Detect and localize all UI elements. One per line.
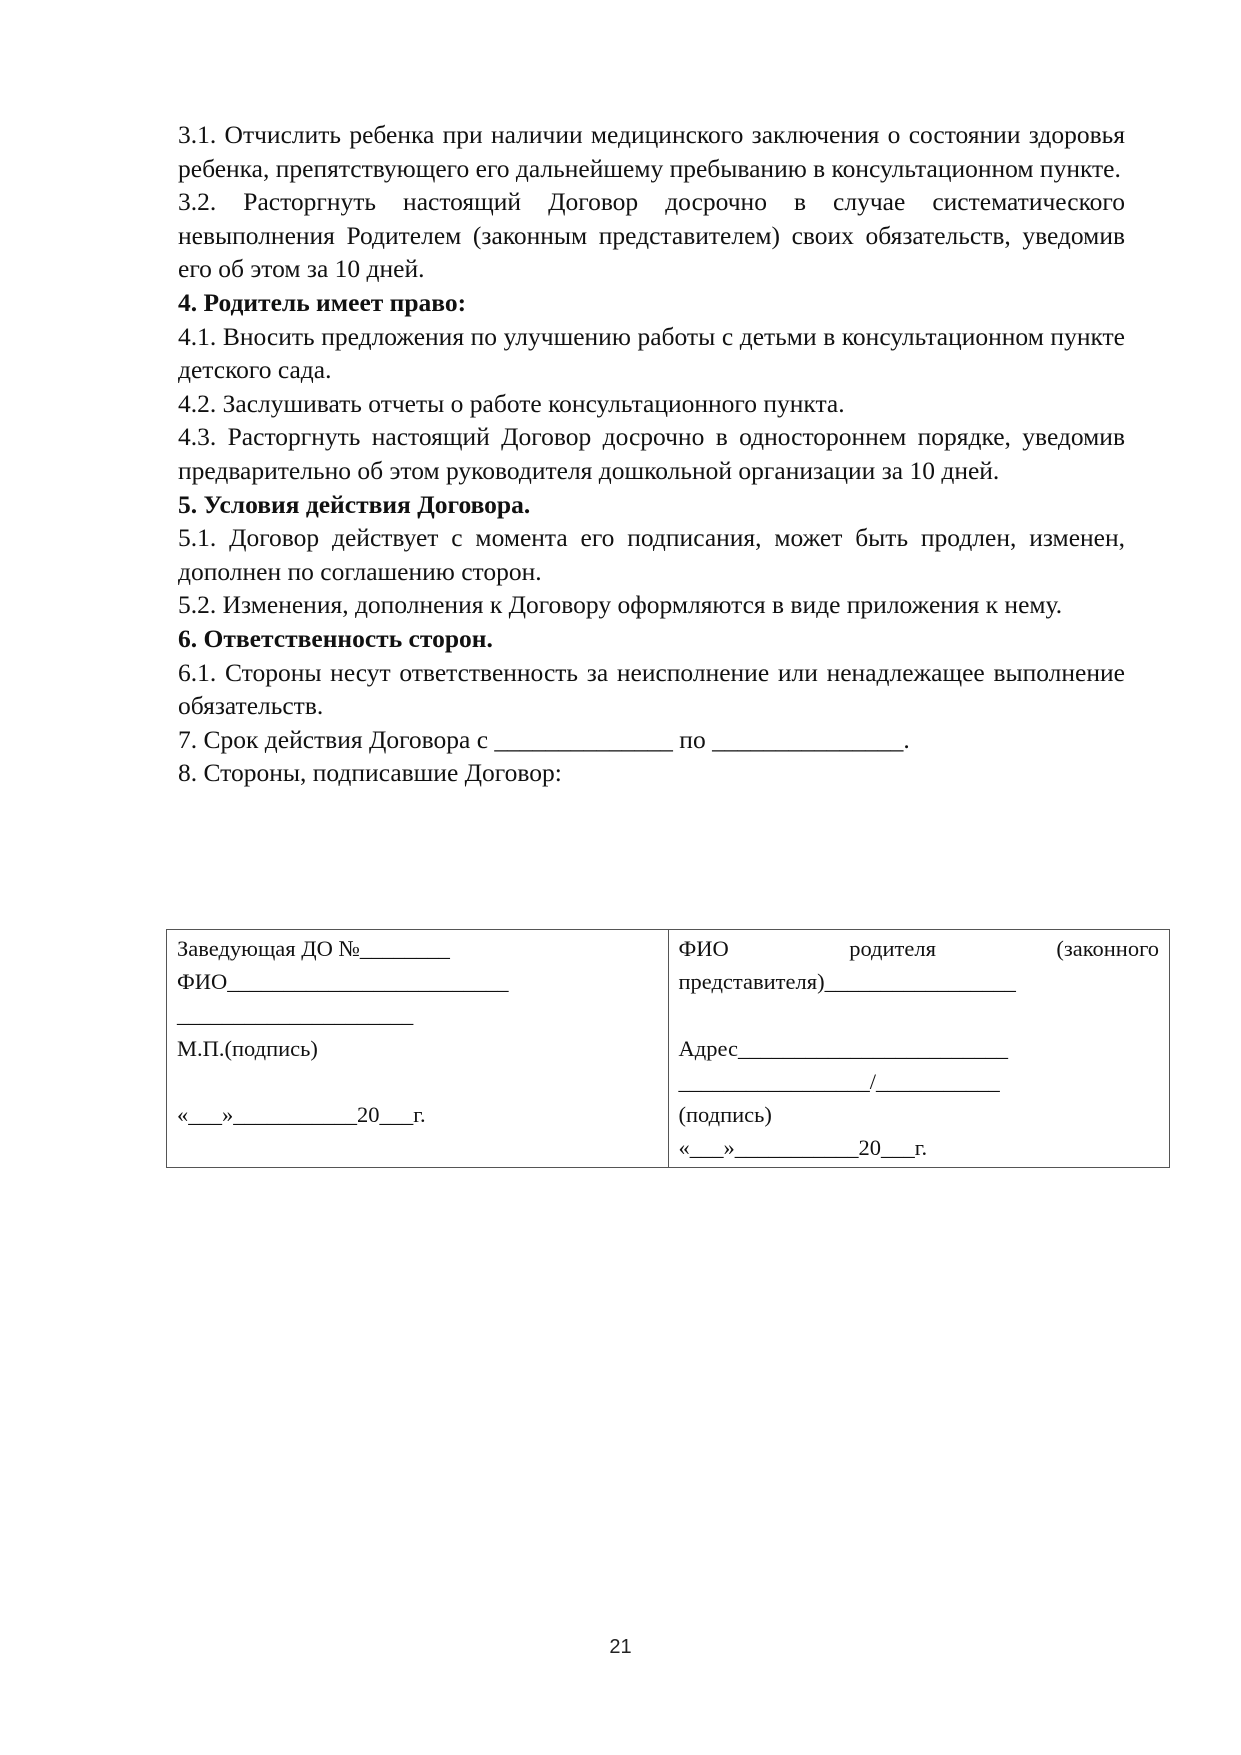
paragraph-4-3: 4.3. Расторгнуть настоящий Договор досрочно в одностороннем порядке, уведомив предварительно об этом руководителя дошкольной организации за 10 дней.	[178, 422, 1125, 485]
document-body	[178, 118, 1125, 790]
page-number: 21	[609, 1636, 632, 1658]
head-date-line: «___»___________20___г.	[177, 1102, 426, 1127]
parent-name-line: представителя)_________________	[678, 969, 1016, 995]
paragraph-5-2: 5.2. Изменения, дополнения к Договору оформляются в виде приложения к нему.	[178, 590, 1063, 620]
paragraph-4-2: 4.2. Заслушивать отчеты о работе консультационного пункта.	[178, 388, 845, 418]
paragraph-3-2: 3.2. Расторгнуть настоящий Договор досрочно в случае систематического невыполнения Родителем (законным представителем) своих обязательств, уведомив его об этом за 10 дней.	[178, 187, 1125, 284]
paragraph-6-1: 6.1. Стороны несут ответственность за неисполнение или ненадлежащее выполнение обязательств.	[178, 657, 1125, 721]
parent-label-word: родителя	[849, 936, 936, 961]
paragraph-5-1: 5.1. Договор действует с момента его подписания, может быть продлен, изменен, дополнен по соглашению сторон.	[178, 523, 1125, 586]
head-name-line-continued: _____________________	[177, 1002, 414, 1028]
signature-cell-head	[167, 930, 669, 1168]
section-heading-6: 6. Ответственность сторон.	[178, 623, 493, 653]
signature-table	[166, 929, 1170, 1168]
head-name-line: ФИО_________________________	[177, 969, 509, 995]
parent-signature-line: _________________/___________	[678, 1068, 1000, 1094]
blank-line	[177, 1065, 658, 1098]
parent-name-label	[679, 932, 1160, 965]
section-heading-4: 4. Родитель имеет право:	[178, 287, 467, 317]
blank-line	[679, 998, 1160, 1031]
parent-label-word: (законного	[1056, 936, 1159, 961]
head-seal-signature-label: М.П.(подпись)	[177, 1035, 318, 1061]
paragraph-3-1: 3.1. Отчислить ребенка при наличии медицинского заключения о состоянии здоровья ребенка, препятствующего его дальнейшему пребыванию в консультационном пункте.	[178, 120, 1125, 183]
paragraph-7-term: 7. Срок действия Договора с ______________ по _______________.	[178, 724, 910, 754]
parent-date-line: «___»___________20___г.	[678, 1135, 928, 1161]
parent-label-word: ФИО	[678, 936, 729, 961]
section-heading-5: 5. Условия действия Договора.	[178, 489, 531, 519]
signature-cell-parent	[668, 930, 1170, 1168]
head-number-line: Заведующая ДО №________	[177, 936, 450, 961]
paragraph-4-1: 4.1. Вносить предложения по улучшению работы с детьми в консультационном пункте детского сада.	[178, 321, 1125, 385]
paragraph-8-parties: 8. Стороны, подписавшие Договор:	[178, 758, 562, 788]
signature-table-row	[167, 930, 1170, 1168]
parent-signature-label: (подпись)	[678, 1102, 772, 1127]
parent-address-line: Адрес________________________	[678, 1035, 1008, 1061]
